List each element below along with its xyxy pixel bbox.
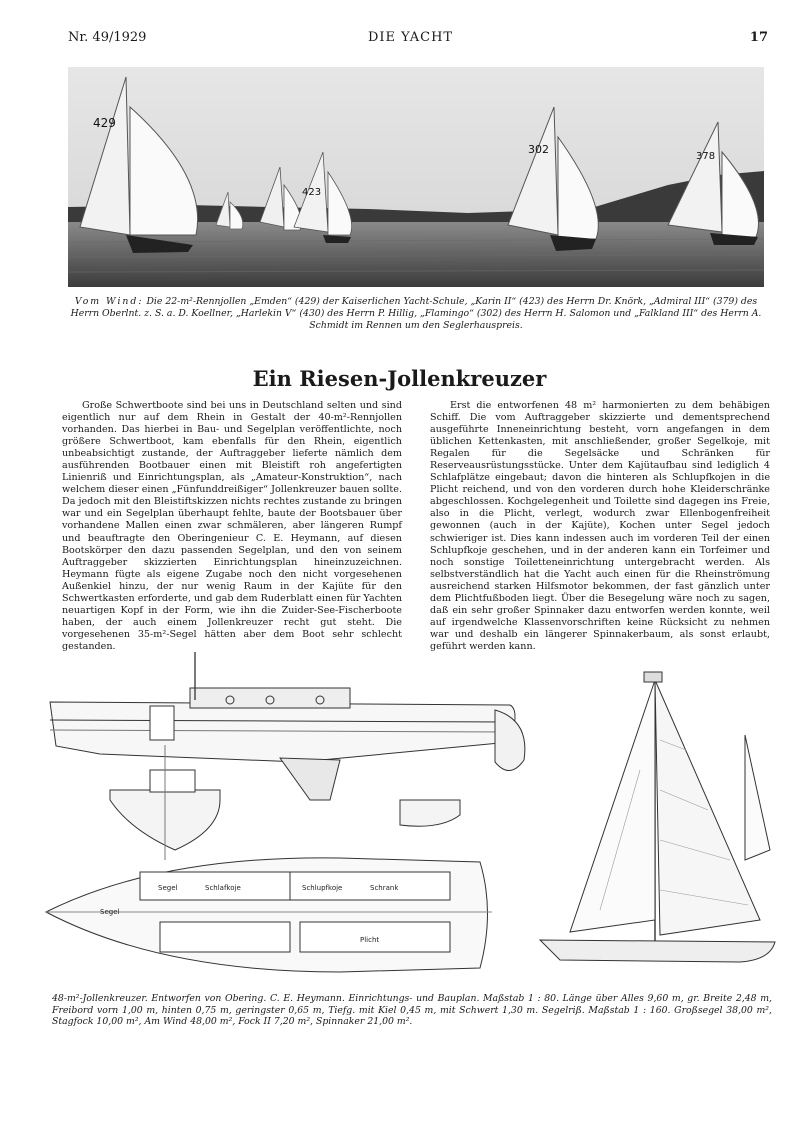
svg-text:378: 378 xyxy=(696,151,716,162)
accommodation-plan-drawing xyxy=(46,858,492,972)
svg-text:423: 423 xyxy=(302,187,322,198)
plans-caption: 48-m²-Jollenkreuzer. Entworfen von Obering. C. E. Heymann. Einrichtungs- und Bauplan. Maßstab 1 : 80. Länge über Alles 9,60 m, gr. Breite 2,48 m, Freibord vorn 1,00 m, hinten 0,75 m, geringster 0,65 m, Tiefg. mit Kiel 0,45 m, mit Schwert 1,30 m. Segelriß. Maßstab 1 : 160. Großsegel 38,00 m², Stagfock 10,00 m², Am Wind 48,00 m², Fock II 7,20 m², Spinnaker 21,00 m². xyxy=(52,993,772,1028)
svg-text:Schrank: Schrank xyxy=(370,884,399,892)
photo-caption-lead: Vom Wind: xyxy=(74,296,144,307)
photo-caption xyxy=(60,296,772,332)
construction-plans xyxy=(40,650,785,990)
regatta-photo xyxy=(68,67,764,287)
svg-text:Segel: Segel xyxy=(158,884,178,892)
article-column-2 xyxy=(430,400,770,653)
page-header xyxy=(68,30,768,50)
issue-number: Nr. 49/1929 xyxy=(68,30,147,45)
svg-text:Schlupfkoje: Schlupfkoje xyxy=(302,884,343,892)
article-column-1 xyxy=(62,400,402,653)
svg-text:Schlafkoje: Schlafkoje xyxy=(205,884,241,892)
article-title: Ein Riesen-Jollenkreuzer xyxy=(252,366,547,391)
rudder-detail-drawing xyxy=(400,800,460,826)
svg-text:429: 429 xyxy=(93,116,116,130)
photo-caption-text: Die 22-m²-Rennjollen „Emden“ (429) der Kaiserlichen Yacht-Schule, „Karin II“ (423) des Herrn Dr. Knörk, „Admiral III“ (379) des Herrn Oberlnt. z. S. a. D. Koellner, „Harlekin V“ (430) des Herrn P. Hillig, „Flamingo“ (302) des Herrn H. Salomon und „Falkland III“ des Herrn A. Schmidt im Rennen um den Seglerhauspreis. xyxy=(70,296,762,331)
hull-profile-drawing xyxy=(50,652,525,800)
page-number: 17 xyxy=(749,30,768,45)
paragraph: Erst die entworfenen 48 m² harmonierten zu dem behäbigen Schiff. Die vom Auftraggeber skizzierte und dementsprechend ausgeführte Inneneinrichtung besteht, vorn angefangen in dem üblichen Kettenkasten, mit anschließender, großer Segelkoje, mit Regalen für die Segelsäcke und Schränken für Reserveausrüstungsstücke. Unter dem Kajütaufbau sind lediglich 4 Schlafplätze eingebaut; davon die hinteren als Schlupfkojen in die Plicht reichend, und von den vorderen durch hohe Kleiderschränke abgeschlossen. Kochgelegenheit und Toilette sind dagegen ins Freie, also in die Plicht, verlegt, wodurch zwar Ellenbogenfreiheit gewonnen (auch in der Kajüte), Kochen unter Segel jedoch schwieriger ist. Dies kann indessen auch im vorderen Teil der einen Schlupfkoje geschehen, und in der anderen kann ein Torfeimer und noch sonstige Toiletteneinrichtung untergebracht werden. Als selbstverständlich hat die Yacht auch einen für die Rheinströmung ausreichend starken Hilfsmotor bekommen, der fast gänzlich unter dem Plichtfußboden liegt. Über die Besegelung wäre noch zu sagen, daß ein sehr großer Spinnaker dazu entworfen werden konnte, weil auf irgendwelche Klassenvorschriften keine Rücksicht zu nehmen war und deshalb ein längerer Spinnakerbaum, als sonst erlaubt, geführt werden kann. xyxy=(430,400,770,652)
sail-plan-drawing xyxy=(540,672,775,962)
magazine-name: DIE YACHT xyxy=(368,30,454,45)
svg-text:Plicht: Plicht xyxy=(360,936,380,944)
midship-section-drawing xyxy=(110,745,220,860)
paragraph: Große Schwertboote sind bei uns in Deutschland selten und sind eigentlich nur auf dem Rhein in Gestalt der 40-m²-Rennjollen vorhanden. Das hierbei in Bau- und Segelplan veröffentlichte, noch größere Schwertboot, kam ebenfalls für den Rhein, eigentlich unbeabsichtigt zustande, der Auftraggeber lieferte nämlich dem ausführenden Bootbauer einen mit Bleistift roh angefertigten Linienriß und Einrichtungsplan, als „Amateur-Konstruktion“, nach welchem dieser einen „Fünfunddreißiger“ Jollenkreuzer bauen sollte. Da jedoch mit den Bleistiftskizzen nichts rechtes zustande zu bringen war und ein Segelplan überhaupt fehlte, baute der Bootsbauer über vorhandene Mallen einen zwar schmäleren, aber längeren Rumpf und beauftragte den Oberingenieur C. E. Heymann, auf diesen Bootskörper den dazu passenden Segelplan, und den von seinem Auftraggeber skizzierten Einrichtungsplan hineinzuzeichnen. Heymann fügte als eigene Zugabe noch den nicht vorgesehenen Außenkiel hinzu, der nur wenig Raum in der Kajüte für den Schwertkasten erforderte, und gab dem Ruderblatt einen für Yachten neuartigen Kopf in der Form, wie ihn die Zuider-See-Fischerboote haben, der auch einem Jollenkreuzer recht gut steht. Die vorgesehenen 35-m²-Segel hätten aber dem Boot sehr schlecht gestanden. xyxy=(62,400,402,652)
svg-text:302: 302 xyxy=(528,143,549,156)
svg-text:Segel: Segel xyxy=(100,908,120,916)
